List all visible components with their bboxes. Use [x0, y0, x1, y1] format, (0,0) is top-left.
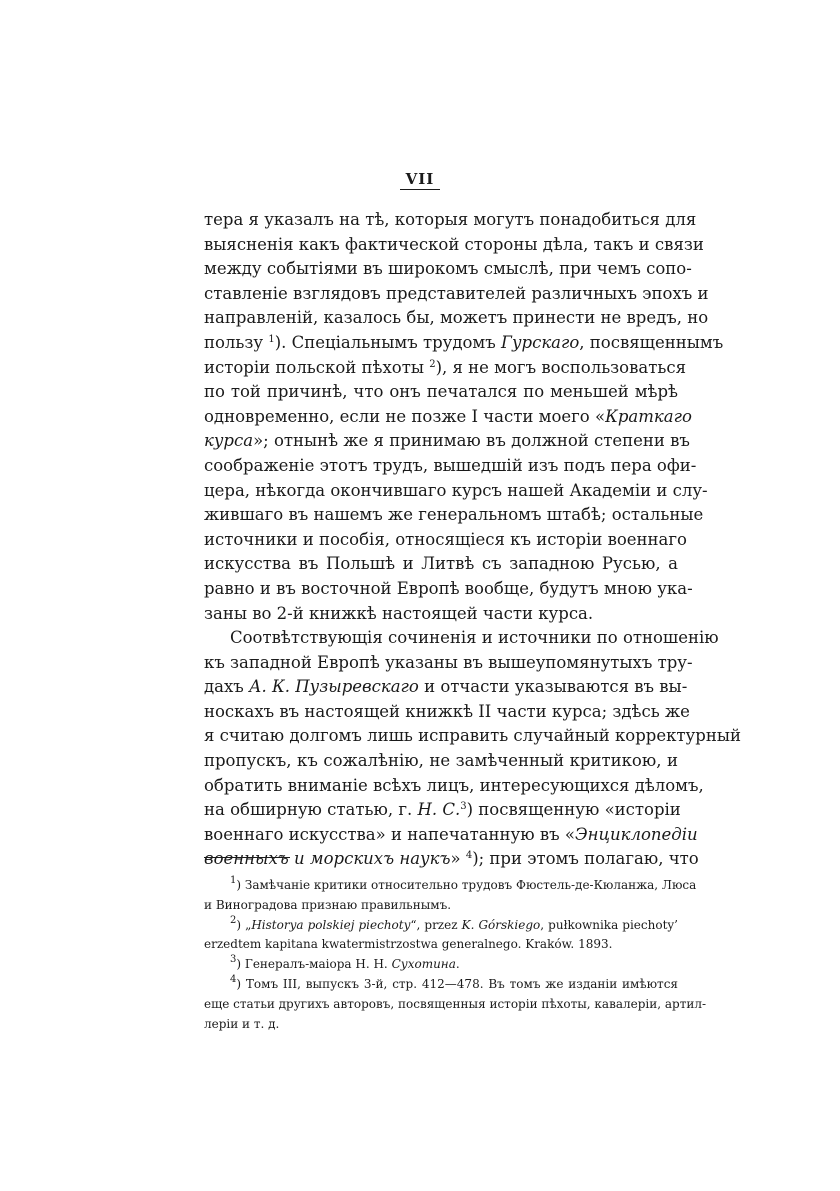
footnote-ref: 2 [429, 358, 436, 370]
text-line: источники и пособія, относящіеся къ исторіи военнаго [204, 529, 687, 549]
text-line: заны во 2-й книжкѣ настоящей части курса. [204, 603, 594, 623]
author-name: А. К. Пузыревскаго [249, 677, 419, 697]
page-number: VII [400, 170, 440, 190]
text-line: военныхъ и морскихъ наукъ» $^4$); при этомъ полагаю, что [204, 849, 699, 869]
text-line: дахъ А. К. Пузыревскаго и отчасти указываются въ вы- [204, 677, 688, 697]
text-line: жившаго въ нашемъ же генеральномъ штабѣ; остальные [204, 505, 704, 525]
main-text [204, 208, 741, 872]
footnotes [204, 875, 707, 1034]
text-line: тера я указалъ на тѣ, которыя могутъ понадобиться для [204, 210, 697, 229]
footnote-ref: 3 [460, 801, 467, 813]
text-line: ставленіе взглядовъ представителей различныхъ эпохъ и [204, 283, 709, 303]
text-line: я считаю долгомъ лишь исправить случайный корректурный [204, 726, 741, 746]
text-line: равно и въ восточной Европѣ вообще, будутъ мною ука- [204, 578, 693, 598]
text-line: курса»; отнынѣ же я принимаю въ должной степени въ [204, 431, 690, 451]
text-line: военнаго искусства» и напечатанную въ «Энциклопедіи [204, 824, 698, 844]
footnote-ref: 1 [268, 333, 275, 345]
text-line: на обширную статью, г. Н. С.$^3$) посвященную «исторіи [204, 800, 681, 820]
text-line: между событіями въ широкомъ смыслѣ, при чемъ сопо- [204, 259, 692, 279]
footnote-divider [204, 857, 290, 858]
text-line: выясненія какъ фактической стороны дѣла, такъ и связи [204, 234, 704, 254]
footnote-ref: 4 [465, 850, 473, 862]
text-line: къ западной Европѣ указаны въ вышеупомянутыхъ тру- [204, 652, 693, 672]
text-line: соображеніе этотъ трудъ, вышедшій изъ подъ пера офи- [204, 455, 697, 475]
book-title: Краткаго [605, 406, 692, 426]
text-line: одновременно, если не позже I части моего «Краткаго [204, 406, 692, 426]
author-name: Гурскаго [501, 332, 580, 352]
text-line: исторіи польской пѣхоты $^2$), я не могъ воспользоваться [204, 357, 687, 377]
text-line: обратить вниманіе всѣхъ лицъ, интересующихся дѣломъ, [204, 775, 704, 795]
text-line: направленій, казалось бы, можетъ принести не вредъ, но [204, 308, 709, 328]
book-title: военныхъ и морскихъ наукъ [204, 849, 451, 869]
footnote-1: $^1$) Замѣчаніе критики относительно трудовъ Фюстель-де-Кюланжа, Люса и Виноградова признаю правильнымъ. [204, 875, 697, 912]
footnote-3: $^3$) Генералъ-маіора Н. Н. Сухотина. [230, 954, 460, 972]
text-line: пользу $^1$). Спеціальнымъ трудомъ Гурскаго, посвященнымъ [204, 332, 724, 352]
author-name: Н. С. [417, 800, 461, 820]
text-line: цера, нѣкогда окончившаго курсъ нашей Академіи и слу- [204, 480, 708, 500]
text-line: пропускъ, къ сожалѣнію, не замѣченный критикою, и [204, 751, 678, 771]
book-title: Энциклопедіи [574, 824, 698, 844]
text-line: Соотвѣтствующія сочиненія и источники по отношенію [230, 628, 719, 648]
text-line: по той причинѣ, что онъ печатался по меньшей мѣрѣ [204, 382, 678, 402]
text-line: искусства въ Польшѣ и Литвѣ съ западною Русью, а [204, 554, 678, 574]
footnote-4: $^4$) Томъ III, выпускъ 3-й, стр. 412—478. Въ томъ же изданіи имѣются еще статьи другихъ авторовъ, посвященныя исторіи пѣхоты, кавалеріи, артил- леріи и т. д. [204, 973, 707, 1031]
book-title: курса [204, 431, 254, 451]
text-line: носкахъ въ настоящей книжкѣ II части курса; здѣсь же [204, 701, 690, 721]
footnote-2: $^2$) „Historya polskiej piechoty“, przez K. Górskiego, pułkownika piechoty’ erzedtem kapitana kwatermistrzostwa generalnego. Kraków. 1893. [204, 914, 678, 952]
